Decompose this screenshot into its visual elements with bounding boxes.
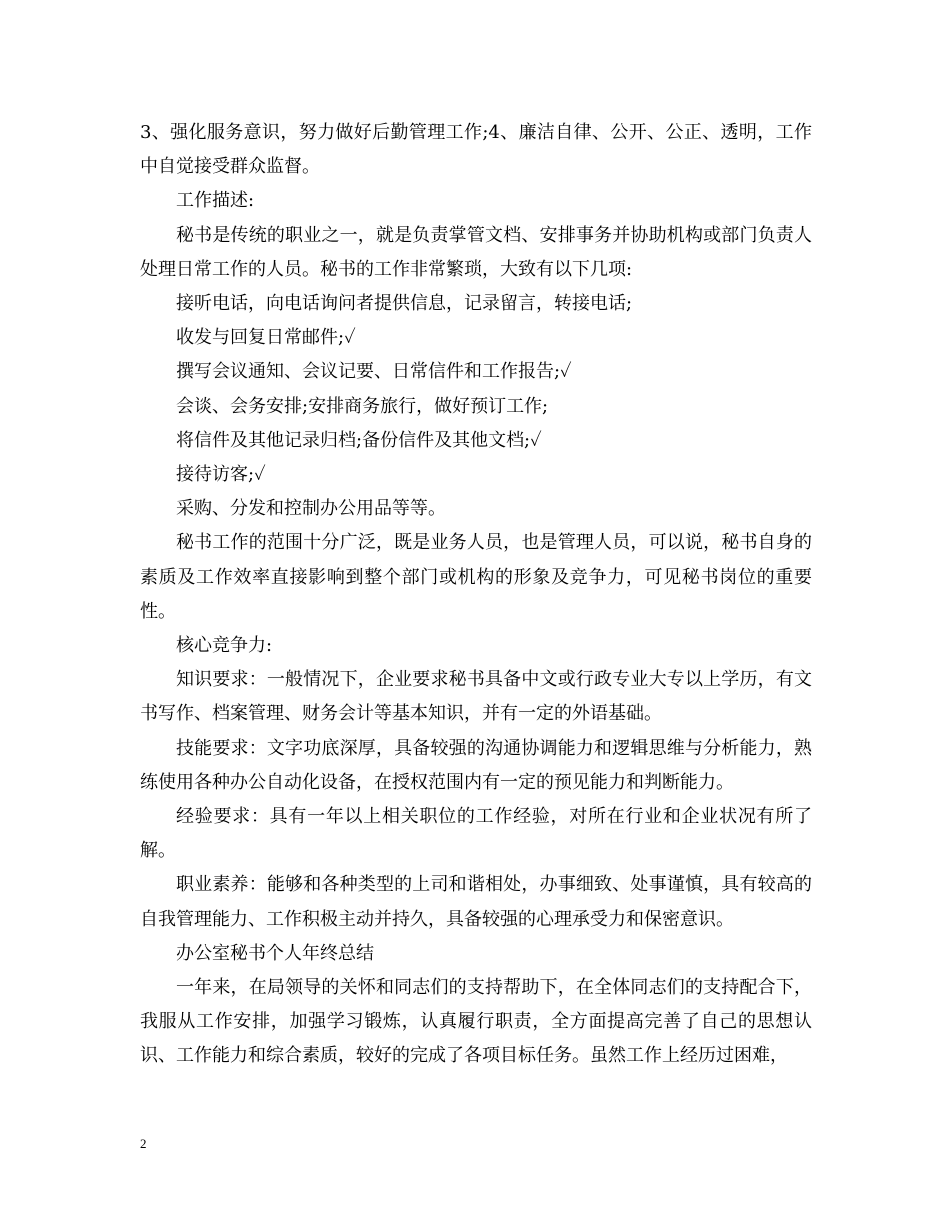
document-body <box>140 116 812 1074</box>
list-item: 会谈、会务安排;安排商务旅行，做好预订工作; <box>176 395 549 417</box>
document-title: 办公室秘书个人年终总结 <box>176 942 374 964</box>
paragraph: 技能要求：文字功底深厚，具备较强的沟通协调能力和逻辑思维与分析能力，熟练使用各种办公自动化设备，在授权范围内有一定的预见能力和判断能力。 <box>140 737 812 793</box>
paragraph: 秘书工作的范围十分广泛，既是业务人员，也是管理人员，可以说，秘书自身的素质及工作效率直接影响到整个部门或机构的形象及竞争力，可见秘书岗位的重要性。 <box>140 532 812 622</box>
section-heading: 工作描述: <box>176 190 255 212</box>
page-number: 2 <box>140 1136 147 1151</box>
paragraph: 秘书是传统的职业之一，就是负责掌管文档、安排事务并协助机构或部门负责人处理日常工作的人员。秘书的工作非常繁琐，大致有以下几项: <box>140 224 812 280</box>
list-item: 接待访客;✓ <box>176 464 266 486</box>
list-item: 收发与回复日常邮件;✓ <box>176 327 356 349</box>
list-item: 采购、分发和控制办公用品等等。 <box>176 498 446 520</box>
list-item: 将信件及其他记录归档;备份信件及其他文档;✓ <box>176 429 542 451</box>
section-heading: 核心竞争力: <box>176 635 273 657</box>
paragraph: 经验要求：具有一年以上相关职位的工作经验，对所在行业和企业状况有所了解。 <box>140 806 812 862</box>
list-item: 撰写会议通知、会议记要、日常信件和工作报告;✓ <box>176 361 572 383</box>
paragraph: 3、强化服务意识，努力做好后勤管理工作;4、廉洁自律、公开、公正、透明，工作中自觉接受群众监督。 <box>140 122 812 178</box>
list-item: 接听电话，向电话询问者提供信息，记录留言，转接电话; <box>176 293 633 315</box>
paragraph: 一年来，在局领导的关怀和同志们的支持帮助下，在全体同志们的支持配合下，我服从工作安排，加强学习锻炼，认真履行职责，全方面提高完善了自己的思想认识、工作能力和综合素质，较好的完成了各项目标任务。虽然工作上经历过困难， <box>140 977 812 1067</box>
paragraph: 知识要求：一般情况下，企业要求秘书具备中文或行政专业大专以上学历，有文书写作、档案管理、财务会计等基本知识，并有一定的外语基础。 <box>140 669 812 725</box>
paragraph: 职业素养：能够和各种类型的上司和谐相处，办事细致、处事谨慎，具有较高的自我管理能力、工作积极主动并持久，具备较强的心理承受力和保密意识。 <box>140 874 812 930</box>
